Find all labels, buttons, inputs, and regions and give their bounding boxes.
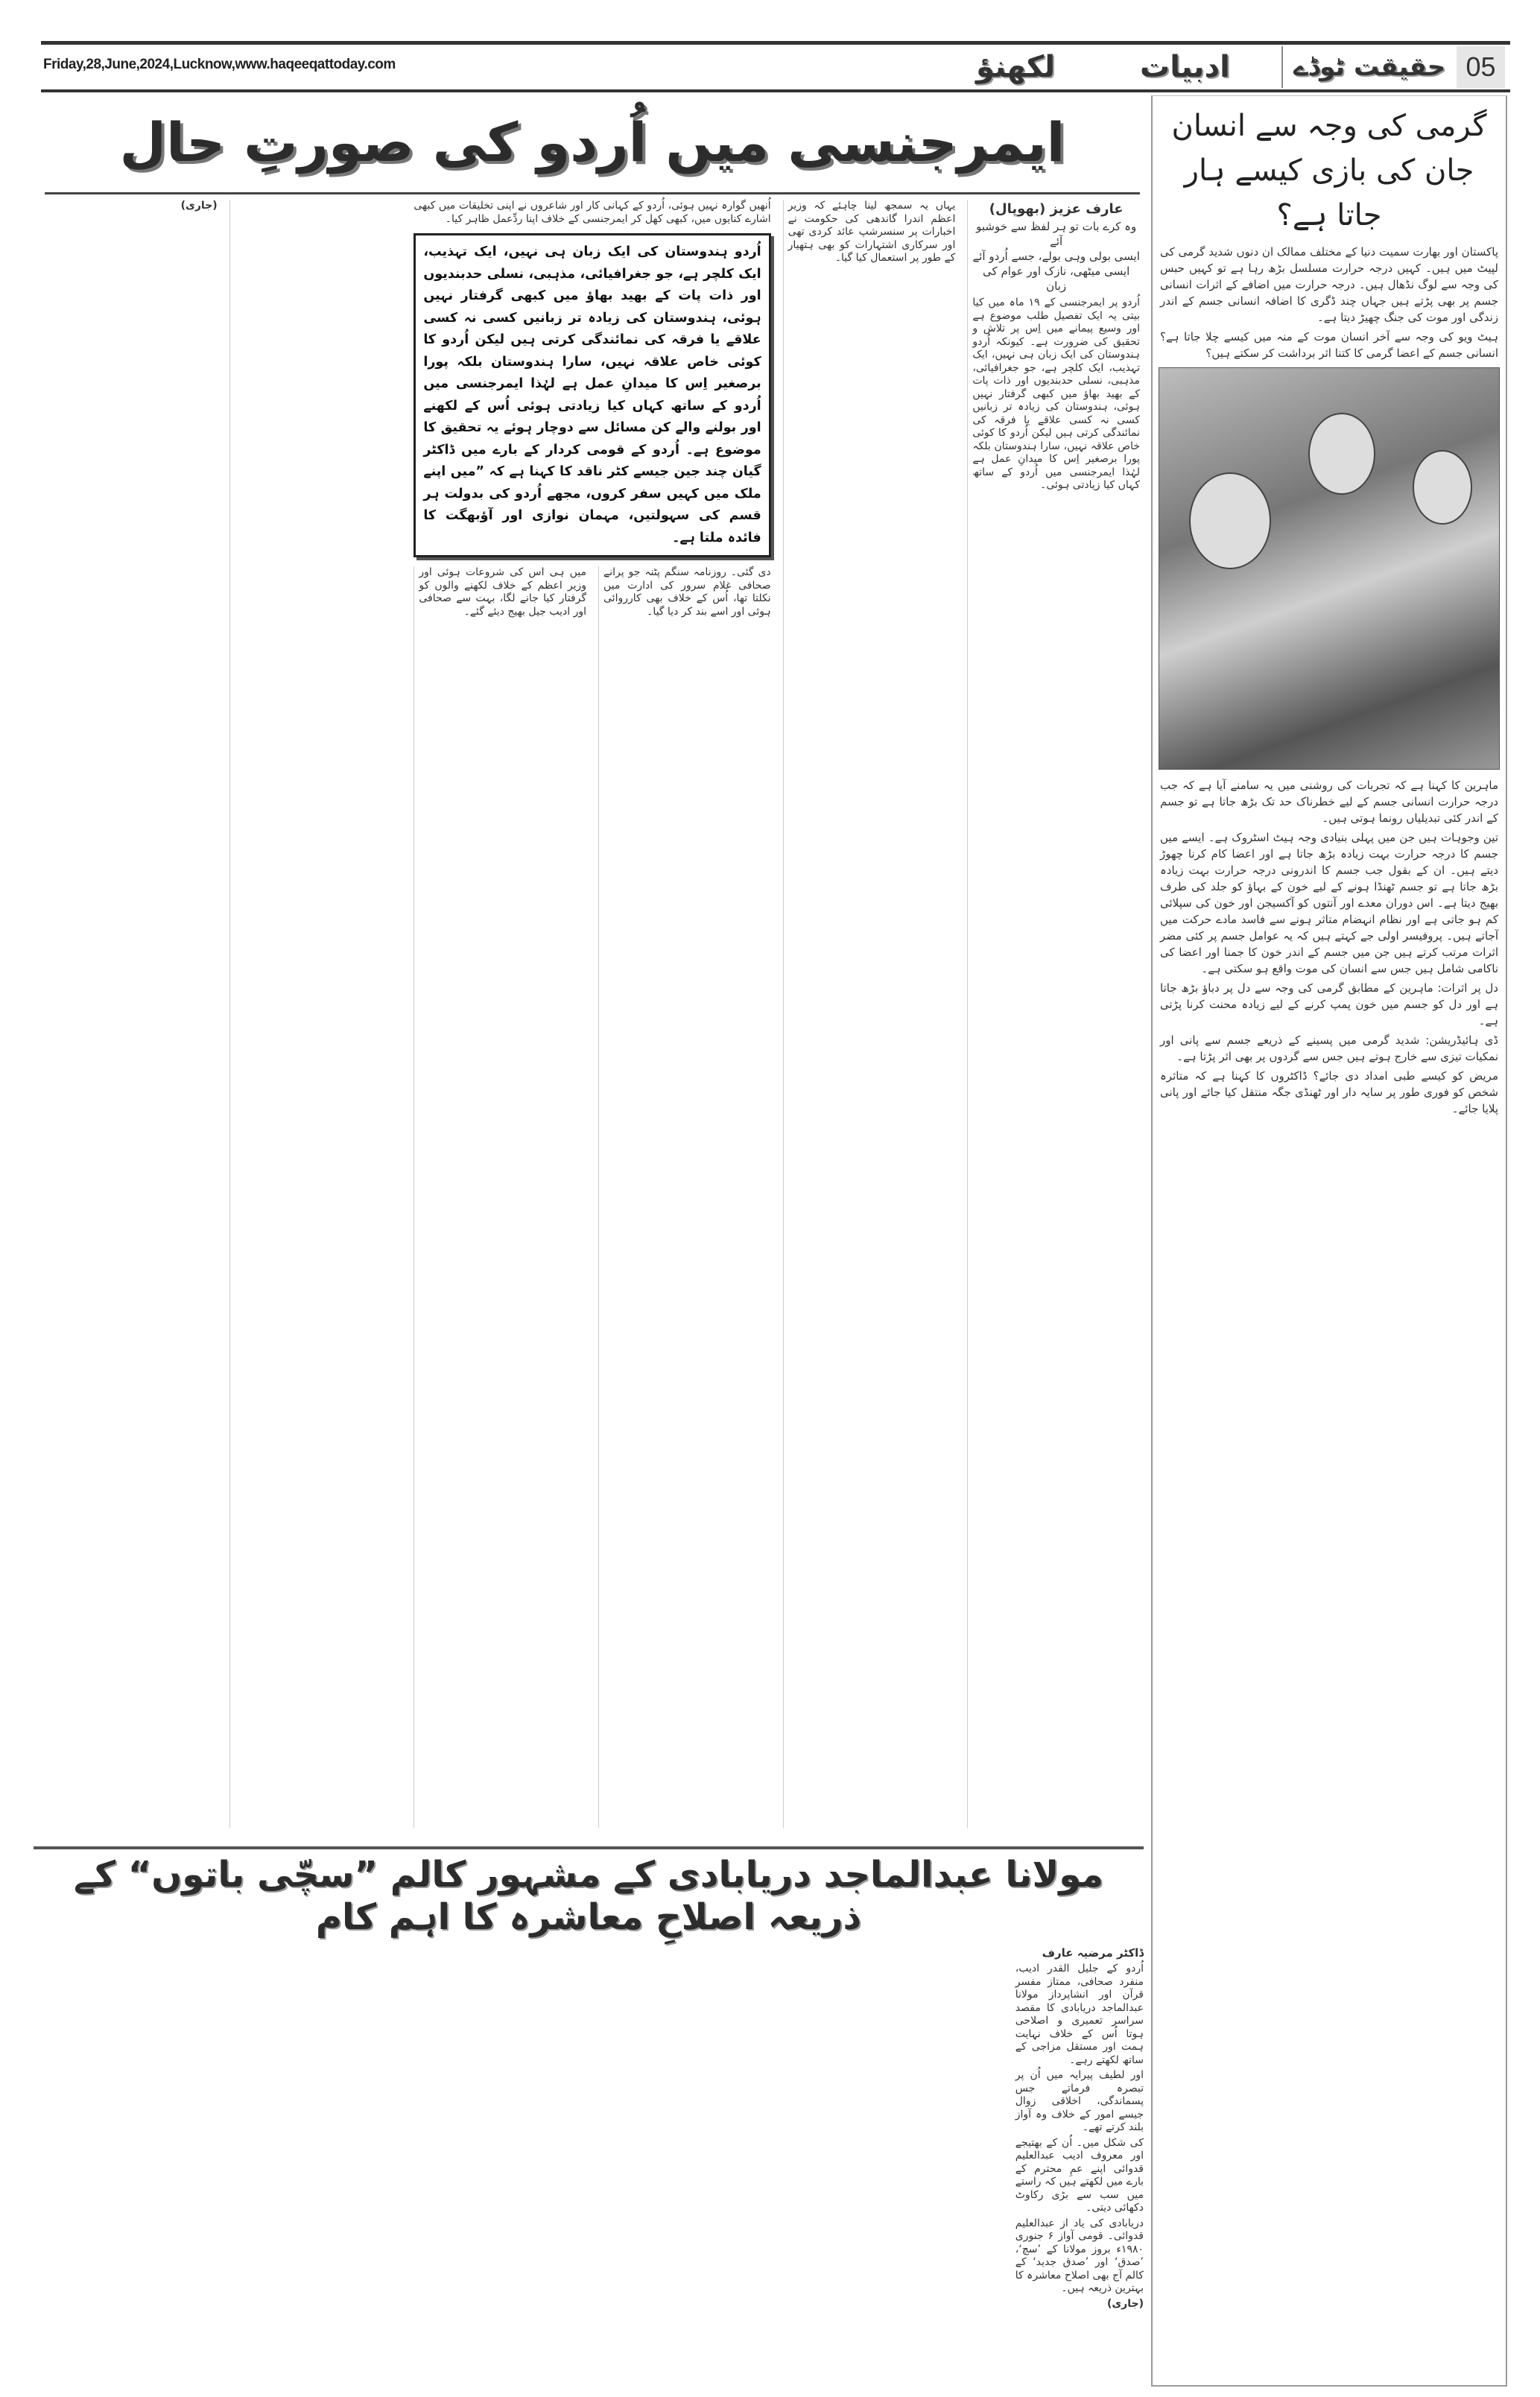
pull-quote-box: اُردو ہندوستان کی ایک زبان ہی نہیں، ایک تہذیب، ایک کلچر ہے، جو جغرافیائی، مذہبی، نسلی حدبندیوں اور ذات پات کے بھید بھاؤ میں کبھی گرفتار نہیں ہوئی، ہندوستان کی زیادہ تر زبانیں کسی نہ کسی علاقے یا فرقہ کی نمائندگی کرتی ہیں لیکن اُردو کا کوئی خاص علاقہ نہیں، سارا ہندوستان بلکہ پورا برصغیر اِس کا میدانِ عمل ہے لہٰذا ایمرجنسی میں اُردو کے ساتھ کہاں کیا زیادتی ہوئی اُس کے لکھنے اور بولنے والے کن مسائل سے دوچار ہوئے یہ تحقیق کا موضوع ہے۔ اُردو کے قومی کردار کے بارے میں ڈاکٹر گیان چند جین جیسے کٹر ناقد کا کہنا ہے کہ ”میں اپنے ملک میں کہیں سفر کروں، مجھے اُردو کی بدولت ہر قسم کی سہولتیں، مہمان نوازی اور آؤبھگت کا فائدہ ملتا ہے۔ <box>413 233 770 557</box>
column <box>229 200 402 1828</box>
paragraph: یہاں یہ سمجھ لینا چاہئے کہ وزیر اعظم اندرا گاندھی کی حکومت نے اخبارات پر سنسرشپ عائد کردی تھی اور سرکاری اشتہارات کو بھی ہتھیار کے طور پر استعمال کیا گیا۔ <box>788 200 956 264</box>
paragraph: اور لطیف پیرایہ میں اُن پر تبصرہ فرماتے جس پسماندگی، اخلاقی زوال جیسے امور کے خلاف وہ آواز بلند کرتے تھے۔ <box>1015 2069 1144 2133</box>
paragraph: اُنھیں گوارہ نہیں ہوئی، اُردو کے کہانی کار اور شاعروں نے اپنی تخلیقات میں کبھی اشارے کنایوں میں، کبھی کھل کر ایمرجنسی کے خلاف اپنا ردِّعمل ظاہر کیا۔ <box>413 200 771 225</box>
sidebar-body <box>1153 777 1506 1117</box>
column <box>598 566 771 1828</box>
photo-person <box>1189 472 1271 569</box>
sidebar-paragraph: مریض کو کیسے طبی امداد دی جائے؟ ڈاکٹروں کا کہنا ہے کہ متاثرہ شخص کو فوری طور پر سایہ دار اور ٹھنڈی جگہ منتقل کیا جائے اور پانی پلایا جائے۔ <box>1160 1069 1498 1115</box>
second-article-body <box>34 1943 1144 2390</box>
section-divider <box>34 1846 1144 1849</box>
header-top-rule <box>41 41 1510 45</box>
sidebar-paragraph: ہیٹ ویو کی وجہ سے آخر انسان موت کے منہ میں کیسے چلا جاتا ہے؟ انسانی جسم کے اعضا گرمی کا کتنا اثر برداشت کر سکتے ہیں؟ <box>1160 330 1498 360</box>
continued-label: (جاری) <box>180 200 218 212</box>
sidebar-paragraph: ڈی ہائیڈریشن: شدید گرمی میں پسینے کے ذریعے جسم سے پانی اور نمکیات تیزی سے خارج ہوتے ہیں جس سے گردوں پر بھی اثر پڑتا ہے۔ <box>1160 1033 1498 1063</box>
main-article-body <box>45 200 1140 1828</box>
main-byline: عارف عزیز (بھوپال) <box>989 201 1124 217</box>
sidebar-headline: گرمی کی وجہ سے انسان جان کی بازی کیسے ہار جاتا ہے؟ <box>1171 109 1487 232</box>
verse-line: وہ کرے بات تو ہر لفظ سے خوشبو آئے <box>976 220 1137 248</box>
paragraph: دریابادی کی یاد از عبدالعلیم قدوائی۔ قومی آواز ۶ جنوری ۱۹۸۰ء بروز مولانا کے ’سچ‘، ’صدق‘ اور ’صدق جدید‘ کے کالم آج بھی اصلاح معاشرہ کا بہترین ذریعہ ہیں۔ <box>1015 2217 1144 2294</box>
sidebar-paragraph: ماہرین کا کہنا ہے کہ تجربات کی روشنی میں یہ سامنے آیا ہے کہ جب درجہ حرارت انسانی جسم کے لیے خطرناک حد تک بڑھ جاتا ہے تو جسم کے اندر کئی تبدیلیاں رونما ہوتی ہیں۔ <box>1160 779 1498 825</box>
paragraph: اُردو کے جلیل القدر ادیب، منفرد صحافی، ممتاز مفسر قرآن اور انشاپرداز مولانا عبدالماجد دریابادی کا مقصد سراسر تعمیری و اصلاحی ہوتا اُس کے خلاف نہایت ہمت اور مستقل مزاجی کے ساتھ لکھتے رہے۔ <box>1015 1963 1144 2066</box>
heatwave-photo <box>1159 367 1500 770</box>
paragraph: اُردو پر ایمرجنسی کے ۱۹ ماہ میں کیا بیتی یہ ایک تفصیل طلب موضوع ہے اور وسیع پیمانے میں اِس پر تلاش و تحقیق کی ضرورت ہے۔ کیونکہ اُردو ہندوستان کی ایک زبان ہی نہیں، ایک تہذیب، ایک کلچر ہے، جو جغرافیائی، مذہبی، نسلی حدبندیوں اور ذات پات کے بھید بھاؤ میں کبھی گرفتار نہیں ہوئی، ہندوستان کی زیادہ تر زبانیں کسی نہ کسی علاقے یا فرقہ کی نمائندگی کرتی ہیں لیکن اُردو کا کوئی خاص علاقہ نہیں، سارا ہندوستان بلکہ پورا برصغیر اِس کا میدانِ عمل ہے لہٰذا ایمرجنسی میں اُردو کے ساتھ کہاں کیا زیادتی ہوئی۔ <box>972 297 1140 491</box>
city-name: لکھنؤ <box>976 50 1056 84</box>
main-headline: ایمرجنسی میں اُردو کی صورتِ حال <box>119 111 1065 174</box>
photo-person <box>1308 413 1375 495</box>
continued-label: (جاری) <box>1106 2297 1144 2310</box>
verse-line: ایسی میٹھی، نازک اور عوام کی زبان <box>983 265 1130 293</box>
sidebar-paragraph: پاکستان اور بھارت سمیت دنیا کے مختلف ممالک ان دنوں شدید گرمی کی لپیٹ میں ہیں۔ کہیں درجہ حرارت مسلسل بڑھ رہا ہے تو کہیں حبس کی وجہ سے لوگ نڈھال ہیں۔ درجہ حرارت میں اضافے کے اثرات انسانی جسم پر بھی پڑتے ہیں جہاں چند ڈگری کا اضافہ انسانی جسم کے اندر زندگی اور موت کی جنگ چھیڑ دیتا ہے۔ <box>1160 245 1498 324</box>
paper-logo: حقیقت ٹوڈے <box>1281 46 1445 88</box>
column <box>967 200 1140 1828</box>
photo-person <box>1413 450 1472 525</box>
column <box>783 200 956 1828</box>
column <box>45 200 218 1828</box>
headline-divider <box>45 192 1140 194</box>
quote-area <box>413 200 770 566</box>
page-number: 05 <box>1457 46 1505 88</box>
paragraph: دی گئی۔ روزنامہ سنگم پٹنہ جو پرانے صحافی غلام سرور کی ادارت میں نکلتا تھا، اُس کے خلاف بھی کارروائی ہوئی اور اسے بند کر دیا گیا۔ <box>603 566 771 618</box>
verse <box>972 219 1140 294</box>
verse-line: ایسی بولی وہی بولے، جسے اُردو آئے <box>972 250 1140 263</box>
date-line: Friday,28,June,2024,Lucknow,www.haqeeqattoday.com <box>43 57 396 72</box>
paragraph: کی شکل میں۔ اُن کے بھتیجے اور معروف ادیب عبدالعلیم قدوائی اپنے عمِ محترم کے بارے میں لکھتے ہیں کہ راستے میں سب سے بڑی رکاوٹ دکھائی دیتی۔ <box>1015 2136 1144 2214</box>
header-bottom-rule <box>41 89 1510 92</box>
paragraph: میں ہی اس کی شروعات ہوئی اور وزیر اعظم کے خلاف لکھنے والوں کو گرفتار کیا جانے لگا، بہت سے صحافی اور ادیب جیل بھیج دیئے گئے۔ <box>419 566 586 618</box>
section-name: ادبیات <box>1140 50 1230 84</box>
column <box>413 566 586 1828</box>
sidebar-intro <box>1153 244 1506 361</box>
sidebar-paragraph: دل پر اثرات: ماہرین کے مطابق گرمی کی وجہ سے دل پر دباؤ بڑھ جاتا ہے اور دل کو جسم میں خون پمپ کرنے کے لیے زیادہ محنت کرنا پڑتی ہے۔ <box>1160 981 1498 1027</box>
second-byline: ڈاکٹر مرضیہ عارف <box>1042 1946 1144 1960</box>
sidebar-article <box>1151 95 1507 2387</box>
second-headline: مولانا عبدالماجد دریابادی کے مشہور کالم ”سچّی باتوں“ کے ذریعہ اصلاحِ معاشرہ کا اہم کام <box>73 1854 1104 1938</box>
sidebar-paragraph: تین وجوہات ہیں جن میں پہلی بنیادی وجہ ہیٹ اسٹروک ہے۔ ایسے میں جسم کا درجہ حرارت بہت زیادہ بڑھ جاتا ہے اور اعضا کام کرنا چھوڑ دیتے ہیں۔ ان کے بقول جب جسم کا اندرونی درجہ حرارت بہت زیادہ بڑھ جاتا ہے تو جسم ٹھنڈا ہونے کے لیے خون کے بہاؤ کو جلد کی طرف بھیج دیتا ہے۔ اس دوران معدے اور آنتوں کو آکسیجن اور خون کی سپلائی کم ہو جاتی ہے اور نظام انہضام متاثر ہونے سے فاسد مادے حرکت میں آجاتے ہیں۔ پروفیسر اولی جے کہتے ہیں کہ یہ عوامل جسم پر کئی مضر اثرات مرتب کرتے ہیں جن میں جسم کے اندر خون کا جمنا اور اعضا کی ناکامی شامل ہیں جس سے انسان کی موت واقع ہو سکتی ہے۔ <box>1160 831 1498 975</box>
